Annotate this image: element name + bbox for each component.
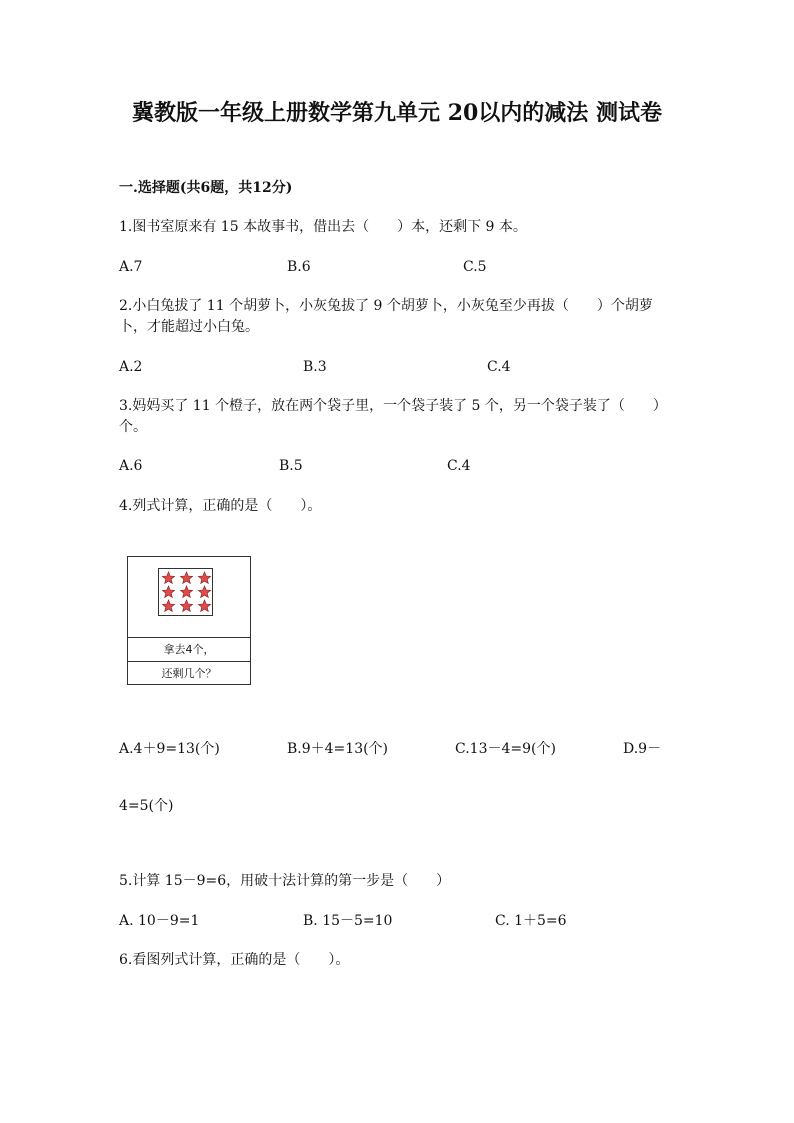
q5-option-c[interactable]: C. 1＋5=6	[495, 913, 567, 929]
q3-option-c[interactable]: C.4	[447, 458, 471, 474]
q4-option-c[interactable]: C.13－4=9(个)	[455, 741, 556, 757]
q3-option-b[interactable]: B.5	[279, 458, 303, 474]
q3-option-a[interactable]: A.6	[119, 458, 143, 474]
q1-option-b[interactable]: B.6	[287, 259, 311, 275]
figure-picture-area	[128, 557, 250, 638]
star-icon	[179, 585, 194, 599]
star-icon	[161, 571, 176, 585]
figure-line-take-away: 拿去4个，	[128, 638, 250, 662]
star-icon	[161, 599, 176, 613]
q4-option-d-continued: 4=5(个)	[119, 798, 174, 814]
star-grid	[161, 571, 213, 613]
q5-option-a[interactable]: A. 10－9=1	[119, 913, 200, 929]
q2-option-c[interactable]: C.4	[487, 359, 511, 375]
section-heading: 一.选择题(共6题，共12分)	[119, 180, 293, 196]
q1-option-c[interactable]: C.5	[463, 259, 487, 275]
figure-line-remaining: 还剩几个？	[161, 667, 217, 680]
star-icon	[197, 571, 212, 585]
question-5: 5.计算 15－9=6，用破十法计算的第一步是（ ）	[119, 873, 451, 889]
q4-option-d[interactable]: D.9－	[623, 741, 662, 757]
question-6: 6.看图列式计算，正确的是（ ）。	[119, 952, 350, 968]
star-icon	[179, 571, 194, 585]
star-icon	[179, 599, 194, 613]
star-icon	[197, 585, 212, 599]
page-title: 冀教版一年级上册数学第九单元 20以内的减法 测试卷	[132, 100, 662, 126]
q2-option-b[interactable]: B.3	[303, 359, 327, 375]
star-icon	[197, 599, 212, 613]
question-1: 1.图书室原来有 15 本故事书，借出去（ ）本，还剩下 9 本。	[119, 219, 527, 235]
q5-option-b[interactable]: B. 15－5=10	[303, 913, 393, 929]
question-2: 2.小白兔拔了 11 个胡萝卜，小灰兔拔了 9 个胡萝卜，小灰兔至少再拔（ ）个胡萝卜，才能超过小白兔。	[119, 298, 653, 335]
q2-option-a[interactable]: A.2	[119, 359, 143, 375]
star-subtraction-figure	[127, 556, 251, 685]
question-3: 3.妈妈买了 11 个橙子，放在两个袋子里，一个袋子装了 5 个，另一个袋子装了（ ）个。	[119, 398, 667, 435]
star-icon	[161, 585, 176, 599]
question-4: 4.列式计算，正确的是（ ）。	[119, 498, 322, 514]
star-box	[158, 568, 213, 616]
q1-option-a[interactable]: A.7	[119, 259, 143, 275]
q4-option-b[interactable]: B.9＋4=13(个)	[287, 741, 389, 757]
q4-option-a[interactable]: A.4＋9=13(个)	[119, 741, 220, 757]
